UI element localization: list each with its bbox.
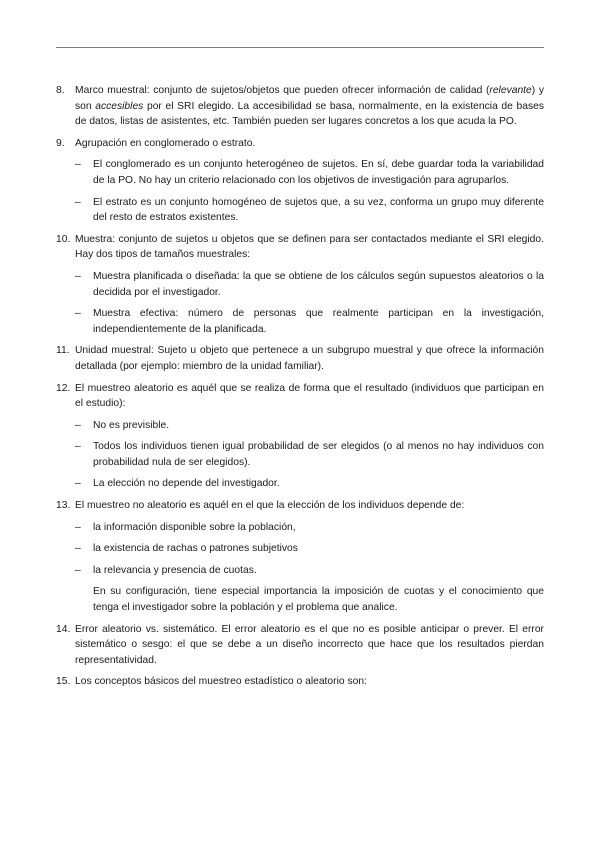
bullet-item: – Muestra planificada o diseñada: la que se obtiene de los cálculos según supuestos aleatorios o la decidida por el investigador. — [75, 269, 544, 300]
item-text: Muestra: conjunto de sujetos u objetos que se definen para ser contactados mediante el SRI elegido. Hay dos tipos de tamaños muestrales: — [75, 233, 544, 261]
item-text: El muestreo aleatorio es aquél que se realiza de forma que el resultado (individuos que participan en el estudio): — [75, 382, 544, 410]
list-item-10 — [56, 232, 544, 338]
item-text: Error aleatorio vs. sistemático. El error aleatorio es el que no es posible anticipar o prever. El error sistemático o sesgo: el que se debe a un diseño incorrecto que hace que los resultados pierdan representatividad. — [75, 623, 544, 666]
item-text: Marco muestral: conjunto de sujetos/objetos que pueden ofrecer información de calidad (relevante) y son accesibles por el SRI elegido. La accesibilidad se basa, normalmente, en la existencia de bases de datos, listas de asistentes, etc. También pueden ser lugares concretos a los que acuda la PO. — [75, 85, 545, 128]
header-rule — [56, 47, 544, 48]
dash-marker: – — [75, 543, 81, 555]
dash-marker: – — [75, 419, 81, 431]
bullet-item: – El estrato es un conjunto homogéneo de sujetos que, a su vez, conforma un grupo muy diferente del resto de estratos existentes. — [75, 195, 544, 226]
item-number: 10. — [56, 233, 71, 245]
item-number: 9. — [56, 137, 65, 149]
list-item-12 — [56, 381, 544, 493]
dash-marker: – — [75, 478, 81, 490]
dash-marker: – — [75, 564, 81, 576]
item-text: Unidad muestral: Sujeto u objeto que pertenece a un subgrupo muestral y que ofrece la información detallada (por ejemplo: miembro de la unidad familiar). — [75, 345, 544, 372]
bullet-item: – la existencia de rachas o patrones subjetivos — [75, 541, 544, 557]
dash-marker: – — [75, 521, 81, 533]
dash-marker: – — [75, 308, 81, 320]
bullet-item: – La elección no depende del investigador. — [75, 476, 544, 492]
item-text: Agrupación en conglomerado o estrato. — [75, 137, 256, 149]
dash-marker: – — [75, 159, 81, 171]
list-item-15 — [56, 674, 544, 690]
bullet-item: – la relevancia y presencia de cuotas. — [75, 563, 544, 579]
list-item-9 — [56, 136, 544, 226]
list-item-14 — [56, 622, 544, 669]
dash-marker: – — [75, 441, 81, 453]
bullet-item: – Todos los individuos tienen igual probabilidad de ser elegidos (o al menos no hay individuos con probabilidad nula de ser elegidos). — [75, 439, 544, 470]
item-text: El muestreo no aleatorio es aquél en el que la elección de los individuos depende de: — [75, 500, 465, 512]
item-number: 12. — [56, 382, 71, 394]
item-number: 11. — [56, 345, 70, 357]
bullet-item: – Muestra efectiva: número de personas que realmente participan en la investigación, independientemente de la planificada. — [75, 306, 544, 337]
item-number: 13. — [56, 500, 71, 512]
list-item-8 — [56, 83, 544, 130]
bullet-item: – No es previsible. — [75, 418, 544, 434]
bullet-item: – la información disponible sobre la población, — [75, 520, 544, 536]
dash-marker: – — [75, 270, 81, 282]
item-number: 8. — [56, 85, 65, 96]
emphasis-relevante: relevante — [489, 85, 532, 96]
item-number: 14. — [56, 623, 71, 635]
list-item-11 — [56, 343, 544, 374]
bullet-item: – El conglomerado es un conjunto heterogéneo de sujetos. En sí, debe guardar toda la variabilidad de la PO. No hay un criterio relacionado con los objetivos de investigación para agruparlos. — [75, 157, 544, 188]
list-item-13 — [56, 498, 544, 616]
item-text: Los conceptos básicos del muestreo estadístico o aleatorio son: — [75, 676, 367, 688]
document-body — [56, 83, 544, 696]
emphasis-accesibles: accesibles — [95, 100, 144, 112]
item-number: 15. — [56, 676, 71, 688]
item-note: En su configuración, tiene especial importancia la imposición de cuotas y el conocimiento que tenga el investigador sobre la población y el problema que analice. — [93, 586, 544, 614]
dash-marker: – — [75, 196, 81, 208]
